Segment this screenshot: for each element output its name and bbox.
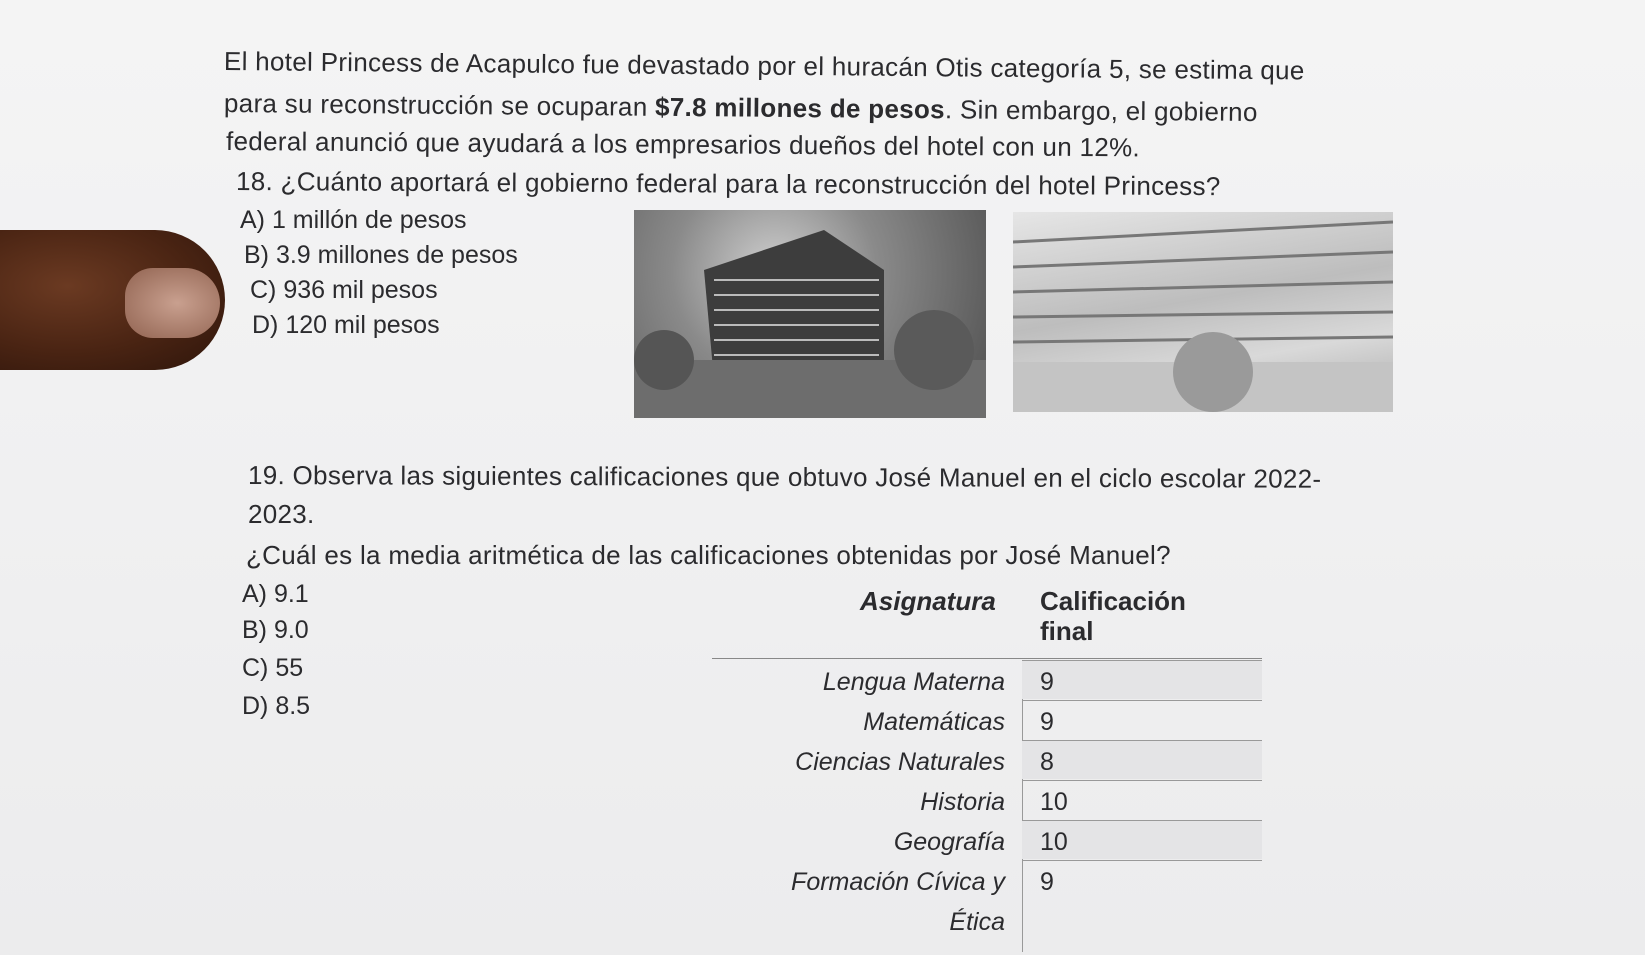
q19-option-c: C) 55 <box>242 654 304 682</box>
q19-option-a: A) 9.1 <box>242 580 309 608</box>
q18-option-d: D) 120 mil pesos <box>252 311 440 339</box>
subject-cell: Formación Cívica y <box>791 868 1005 896</box>
table-header-rule <box>712 658 1262 659</box>
fingernail <box>125 268 220 338</box>
question-19-line-2: 2023. <box>248 499 315 529</box>
subject-cell: Historia <box>920 788 1005 816</box>
grade-cell: 9 <box>1040 668 1054 696</box>
grade-cell: 9 <box>1040 868 1054 896</box>
table-row <box>700 908 1260 948</box>
subject-cell: Matemáticas <box>863 708 1005 736</box>
q19-option-b: B) 9.0 <box>242 616 309 644</box>
table-header-subject: Asignatura <box>860 586 996 616</box>
q18-option-c: C) 936 mil pesos <box>250 276 438 304</box>
question-19-prompt: ¿Cuál es la media aritmética de las calificaciones obtenidas por José Manuel? <box>246 540 1171 570</box>
grade-cell: 10 <box>1040 788 1068 816</box>
intro-line-2-a: para su reconstrucción se ocuparan <box>223 88 656 122</box>
q18-option-a: A) 1 millón de pesos <box>240 206 467 234</box>
intro-amount: $7.8 millones de pesos <box>654 91 946 125</box>
subject-cell: Ética <box>949 908 1005 936</box>
hotel-photo-before <box>634 210 986 418</box>
table-header-grade: Calificación <box>1040 586 1186 616</box>
intro-line-1: El hotel Princess de Acapulco fue devastado por el huracán Otis categoría 5, se estima que <box>223 46 1305 86</box>
q18-option-b: B) 3.9 millones de pesos <box>244 241 518 269</box>
intro-line-2-c: . Sin embargo, el gobierno <box>944 94 1258 128</box>
table-header-grade-2: final <box>1040 616 1094 646</box>
subject-cell: Geografía <box>893 828 1005 856</box>
q19-option-d: D) 8.5 <box>242 692 311 720</box>
grade-cell: 9 <box>1040 708 1054 736</box>
question-19-line-1: 19. Observa las siguientes calificaciones que obtuvo José Manuel en el ciclo escolar 2022- <box>247 460 1322 494</box>
subject-cell: Lengua Materna <box>822 668 1005 696</box>
table-row <box>700 868 1260 908</box>
grade-cell: 8 <box>1040 748 1054 776</box>
grade-cell: 10 <box>1040 828 1068 856</box>
intro-line-3: federal anunció que ayudará a los empresarios dueños del hotel con un 12%. <box>225 126 1141 163</box>
hotel-photo-after <box>1013 212 1393 412</box>
subject-cell: Ciencias Naturales <box>795 748 1005 776</box>
question-18: 18. ¿Cuánto aportará el gobierno federal para la reconstrucción del hotel Princess? <box>235 166 1221 202</box>
intro-line-2 <box>224 88 1258 128</box>
